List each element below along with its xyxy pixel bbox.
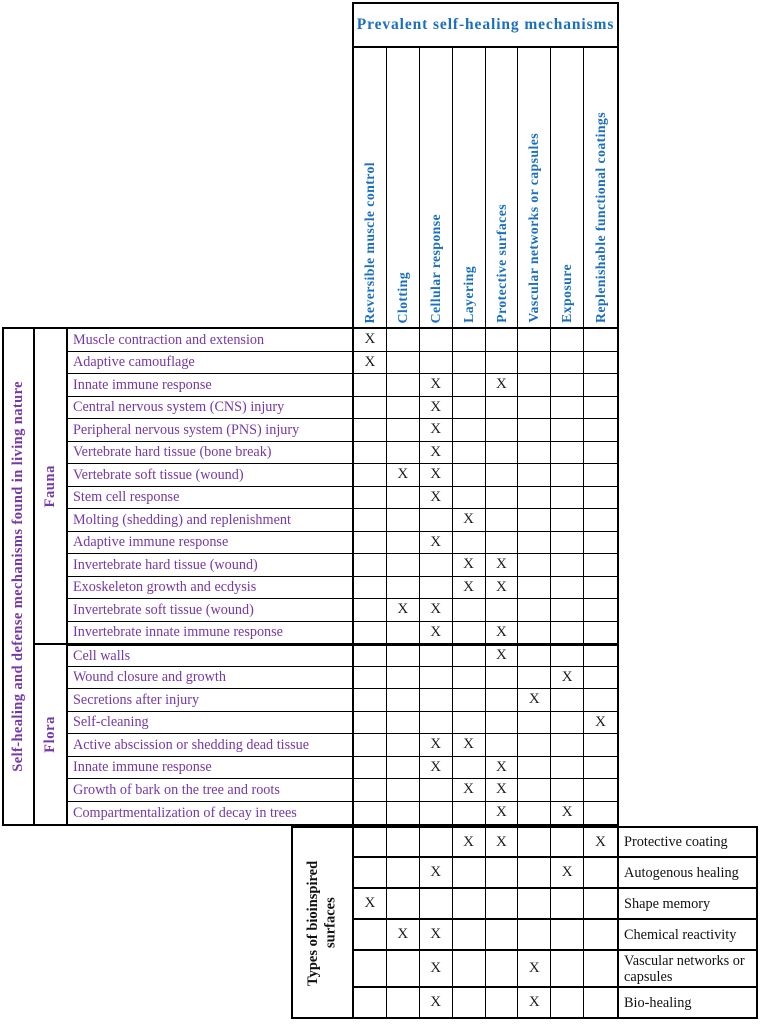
column-header-label: Layering (460, 266, 476, 323)
row-label: Muscle contraction and extension (68, 329, 352, 352)
nature-row-labels (66, 327, 352, 826)
mark-x: X (551, 802, 584, 825)
matrix-cell (551, 951, 584, 988)
mark-x: X (486, 802, 519, 825)
matrix-cell (387, 487, 420, 510)
header-title: Prevalent self-healing mechanisms (356, 16, 615, 33)
row-label: Wound closure and growth (68, 667, 352, 690)
matrix-cell (453, 487, 486, 510)
matrix-cell (551, 397, 584, 420)
matrix-cell (486, 532, 519, 555)
column-header-label: Clotting (394, 271, 410, 323)
matrix-cell (420, 352, 453, 375)
row-label: Vertebrate hard tissue (bone break) (68, 442, 352, 465)
matrix-cell (551, 828, 584, 858)
matrix-cell (420, 828, 453, 858)
matrix-cell (584, 599, 617, 622)
mark-x: X (518, 988, 551, 1017)
matrix-cell (387, 419, 420, 442)
matrix-cell (387, 622, 420, 645)
left-axis-box (2, 327, 35, 826)
mark-x: X (584, 712, 617, 735)
matrix-cell (420, 644, 453, 667)
matrix-cell (354, 988, 387, 1017)
matrix-cell (354, 397, 387, 420)
matrix-cell (486, 712, 519, 735)
matrix-cell (584, 779, 617, 802)
matrix-cell (486, 329, 519, 352)
mark-x: X (354, 352, 387, 375)
matrix-cell (387, 577, 420, 600)
matrix-cell (518, 889, 551, 920)
mark-x: X (453, 828, 486, 858)
matrix-cell (453, 988, 486, 1017)
row-label: Adaptive immune response (68, 532, 352, 555)
column-header-label: Cellular response (427, 213, 443, 323)
matrix-cell (354, 667, 387, 690)
column-header-label: Exposure (559, 264, 575, 323)
matrix-cell (486, 988, 519, 1017)
matrix-cell (420, 509, 453, 532)
row-label: Vascular networks or capsules (619, 951, 756, 988)
matrix-cell (453, 667, 486, 690)
mark-x: X (486, 374, 519, 397)
matrix-cell (584, 889, 617, 920)
matrix-cell (584, 442, 617, 465)
row-label: Vertebrate soft tissue (wound) (68, 464, 352, 487)
matrix-cell (354, 779, 387, 802)
matrix-cell (387, 644, 420, 667)
row-label: Self-cleaning (68, 712, 352, 735)
matrix-cell (354, 712, 387, 735)
matrix-cell (387, 712, 420, 735)
matrix-cell (453, 920, 486, 951)
matrix-cell (584, 532, 617, 555)
mark-x: X (518, 951, 551, 988)
matrix-cell (551, 554, 584, 577)
matrix-cell (354, 374, 387, 397)
matrix-cell (453, 689, 486, 712)
column-header-label: Reversible muscle control (362, 161, 378, 323)
column-header (584, 48, 617, 327)
matrix-cell (486, 464, 519, 487)
matrix-cell (551, 757, 584, 780)
mark-x: X (420, 464, 453, 487)
matrix-cell (551, 712, 584, 735)
mark-x: X (420, 599, 453, 622)
mark-x: X (354, 889, 387, 920)
row-label: Invertebrate soft tissue (wound) (68, 599, 352, 622)
matrix-cell (518, 509, 551, 532)
matrix-cell (551, 920, 584, 951)
mark-x: X (486, 757, 519, 780)
mark-x: X (486, 622, 519, 645)
matrix-cell (354, 802, 387, 825)
mark-x: X (420, 442, 453, 465)
matrix-cell (453, 374, 486, 397)
row-label: Invertebrate innate immune response (68, 622, 352, 645)
matrix-cell (420, 802, 453, 825)
row-label: Cell walls (68, 644, 352, 667)
matrix-cell (354, 951, 387, 988)
matrix-cell (584, 554, 617, 577)
matrix-cell (551, 988, 584, 1017)
mark-x: X (518, 689, 551, 712)
matrix-cell (354, 442, 387, 465)
matrix-cell (584, 352, 617, 375)
matrix-cell (387, 509, 420, 532)
matrix-cell (551, 374, 584, 397)
matrix-cell (387, 532, 420, 555)
matrix-cell (387, 374, 420, 397)
matrix-cell (420, 554, 453, 577)
matrix-cell (420, 329, 453, 352)
row-label: Autogenous healing (619, 858, 756, 889)
matrix-cell (518, 622, 551, 645)
matrix-cell (584, 920, 617, 951)
surfaces-axis-label: Types of bioinspired surfaces (305, 859, 339, 986)
matrix-cell (486, 509, 519, 532)
mark-x: X (453, 554, 486, 577)
row-label: Adaptive camouflage (68, 352, 352, 375)
matrix-cell (584, 858, 617, 889)
matrix-cell (354, 734, 387, 757)
matrix-cell (518, 464, 551, 487)
mark-x: X (551, 858, 584, 889)
matrix-cell (584, 988, 617, 1017)
matrix-cell (453, 858, 486, 889)
matrix-cell (420, 712, 453, 735)
matrix-cell (387, 734, 420, 757)
matrix-cell (387, 757, 420, 780)
matrix-cell (486, 951, 519, 988)
matrix-cell (551, 487, 584, 510)
mark-x: X (420, 374, 453, 397)
matrix-cell (453, 532, 486, 555)
matrix-cell (486, 599, 519, 622)
mark-x: X (551, 667, 584, 690)
matrix-cell (453, 397, 486, 420)
matrix-cell (584, 644, 617, 667)
mark-x: X (420, 920, 453, 951)
matrix-cell (584, 577, 617, 600)
matrix-cell (354, 757, 387, 780)
matrix-cell (354, 509, 387, 532)
matrix-cell (584, 487, 617, 510)
column-header (453, 48, 486, 327)
matrix-cell (486, 487, 519, 510)
matrix-cell (453, 889, 486, 920)
matrix-cell (486, 419, 519, 442)
matrix-cell (453, 622, 486, 645)
matrix-cell (551, 779, 584, 802)
matrix-cell (551, 532, 584, 555)
mark-x: X (387, 464, 420, 487)
mark-x: X (453, 779, 486, 802)
matrix-cell (354, 599, 387, 622)
matrix-cell (453, 442, 486, 465)
matrix-cell (387, 397, 420, 420)
matrix-cell (486, 858, 519, 889)
mark-x: X (486, 779, 519, 802)
column-header (486, 48, 519, 327)
flora-group-box (33, 643, 68, 826)
row-label: Shape memory (619, 889, 756, 920)
matrix-cell (354, 532, 387, 555)
mark-x: X (387, 599, 420, 622)
column-header-label: Replenishable functional coatings (592, 112, 608, 323)
matrix-cell (518, 554, 551, 577)
row-label: Growth of bark on the tree and roots (68, 779, 352, 802)
matrix-cell (387, 442, 420, 465)
matrix-cell (453, 712, 486, 735)
left-axis-label: Self-healing and defense mechanisms found in living nature (10, 381, 26, 772)
surfaces-axis-box (291, 826, 354, 1019)
matrix-cell (551, 734, 584, 757)
matrix-cell (584, 757, 617, 780)
matrix-cell (584, 397, 617, 420)
nature-matrix (352, 327, 619, 826)
matrix-cell (584, 689, 617, 712)
matrix-cell (453, 352, 486, 375)
matrix-cell (453, 419, 486, 442)
mark-x: X (420, 419, 453, 442)
matrix-cell (584, 329, 617, 352)
mark-x: X (486, 828, 519, 858)
matrix-cell (518, 397, 551, 420)
header-title-box (352, 2, 619, 48)
matrix-cell (518, 828, 551, 858)
matrix-cell (518, 802, 551, 825)
matrix-cell (453, 757, 486, 780)
matrix-cell (518, 757, 551, 780)
matrix-cell (518, 667, 551, 690)
matrix-cell (387, 951, 420, 988)
surfaces-matrix (352, 826, 619, 1019)
matrix-cell (518, 487, 551, 510)
matrix-cell (584, 464, 617, 487)
matrix-cell (551, 689, 584, 712)
matrix-cell (518, 329, 551, 352)
matrix-cell (518, 779, 551, 802)
mark-x: X (420, 734, 453, 757)
matrix-cell (518, 858, 551, 889)
row-label: Innate immune response (68, 757, 352, 780)
matrix-cell (354, 419, 387, 442)
matrix-cell (486, 397, 519, 420)
matrix-cell (486, 352, 519, 375)
matrix-cell (518, 532, 551, 555)
fauna-group-box (33, 327, 68, 645)
matrix-cell (518, 374, 551, 397)
matrix-cell (518, 599, 551, 622)
matrix-cell (551, 352, 584, 375)
matrix-cell (551, 622, 584, 645)
matrix-cell (354, 920, 387, 951)
matrix-cell (420, 889, 453, 920)
mark-x: X (420, 622, 453, 645)
column-headers (352, 48, 619, 327)
matrix-cell (453, 599, 486, 622)
matrix-cell (453, 464, 486, 487)
row-label: Innate immune response (68, 374, 352, 397)
row-label: Secretions after injury (68, 689, 352, 712)
matrix-cell (486, 889, 519, 920)
row-label: Molting (shedding) and replenishment (68, 509, 352, 532)
row-label: Invertebrate hard tissue (wound) (68, 554, 352, 577)
matrix-cell (584, 667, 617, 690)
matrix-cell (584, 509, 617, 532)
matrix-cell (387, 689, 420, 712)
mark-x: X (420, 988, 453, 1017)
matrix-cell (486, 734, 519, 757)
column-header (387, 48, 420, 327)
matrix-cell (584, 734, 617, 757)
matrix-cell (354, 858, 387, 889)
column-header (420, 48, 453, 327)
row-label: Chemical reactivity (619, 920, 756, 951)
matrix-cell (387, 889, 420, 920)
mark-x: X (486, 554, 519, 577)
row-label: Protective coating (619, 828, 756, 858)
matrix-cell (551, 599, 584, 622)
matrix-cell (354, 577, 387, 600)
matrix-cell (584, 802, 617, 825)
column-header (354, 48, 387, 327)
matrix-cell (387, 329, 420, 352)
mark-x: X (420, 757, 453, 780)
matrix-cell (551, 889, 584, 920)
row-label: Peripheral nervous system (PNS) injury (68, 419, 352, 442)
matrix-cell (387, 988, 420, 1017)
matrix-cell (584, 951, 617, 988)
matrix-cell (518, 712, 551, 735)
matrix-cell (518, 352, 551, 375)
matrix-cell (584, 374, 617, 397)
matrix-cell (518, 419, 551, 442)
matrix-cell (354, 487, 387, 510)
row-label: Compartmentalization of decay in trees (73, 804, 297, 821)
matrix-cell (453, 951, 486, 988)
matrix-cell (551, 464, 584, 487)
column-header (551, 48, 584, 327)
matrix-cell (551, 419, 584, 442)
matrix-cell (486, 667, 519, 690)
matrix-cell (420, 779, 453, 802)
column-header (518, 48, 551, 327)
matrix-cell (518, 734, 551, 757)
row-label: Exoskeleton growth and ecdysis (68, 577, 352, 600)
matrix-cell (420, 689, 453, 712)
fauna-group-label: Fauna (42, 464, 58, 508)
row-label: Active abscission or shedding dead tissue (68, 734, 352, 757)
row-label: Central nervous system (CNS) injury (68, 397, 352, 420)
matrix-cell (420, 667, 453, 690)
matrix-cell (551, 442, 584, 465)
matrix-cell (354, 828, 387, 858)
mark-x: X (453, 577, 486, 600)
matrix-cell (518, 577, 551, 600)
matrix-cell (453, 644, 486, 667)
matrix-cell (518, 920, 551, 951)
column-header-label: Vascular networks or capsules (526, 133, 542, 323)
matrix-cell (453, 802, 486, 825)
mark-x: X (486, 644, 519, 667)
matrix-cell (518, 442, 551, 465)
mark-x: X (420, 532, 453, 555)
mark-x: X (420, 858, 453, 889)
mark-x: X (584, 828, 617, 858)
matrix-cell (486, 920, 519, 951)
matrix-cell (387, 828, 420, 858)
matrix-cell (354, 622, 387, 645)
matrix-cell (387, 554, 420, 577)
matrix-cell (551, 644, 584, 667)
matrix-cell (551, 329, 584, 352)
mark-x: X (453, 509, 486, 532)
matrix-cell (354, 644, 387, 667)
mark-x: X (387, 920, 420, 951)
matrix-cell (354, 554, 387, 577)
mark-x: X (354, 329, 387, 352)
mark-x: X (420, 397, 453, 420)
column-header-label: Protective surfaces (493, 204, 509, 323)
matrix-cell (584, 419, 617, 442)
matrix-cell (387, 779, 420, 802)
matrix-cell (354, 464, 387, 487)
row-label: Bio-healing (624, 994, 692, 1011)
mark-x: X (453, 734, 486, 757)
mark-x: X (486, 577, 519, 600)
matrix-cell (453, 329, 486, 352)
mark-x: X (420, 487, 453, 510)
matrix-cell (387, 858, 420, 889)
matrix-cell (486, 442, 519, 465)
matrix-cell (387, 667, 420, 690)
matrix-cell (551, 509, 584, 532)
row-label: Stem cell response (68, 487, 352, 510)
matrix-cell (387, 802, 420, 825)
matrix-cell (486, 689, 519, 712)
matrix-cell (420, 577, 453, 600)
matrix-cell (584, 622, 617, 645)
surfaces-row-labels (617, 826, 758, 1019)
matrix-cell (551, 577, 584, 600)
mark-x: X (420, 951, 453, 988)
flora-group-label: Flora (42, 716, 58, 753)
matrix-cell (518, 644, 551, 667)
matrix-cell (354, 689, 387, 712)
matrix-cell (387, 352, 420, 375)
